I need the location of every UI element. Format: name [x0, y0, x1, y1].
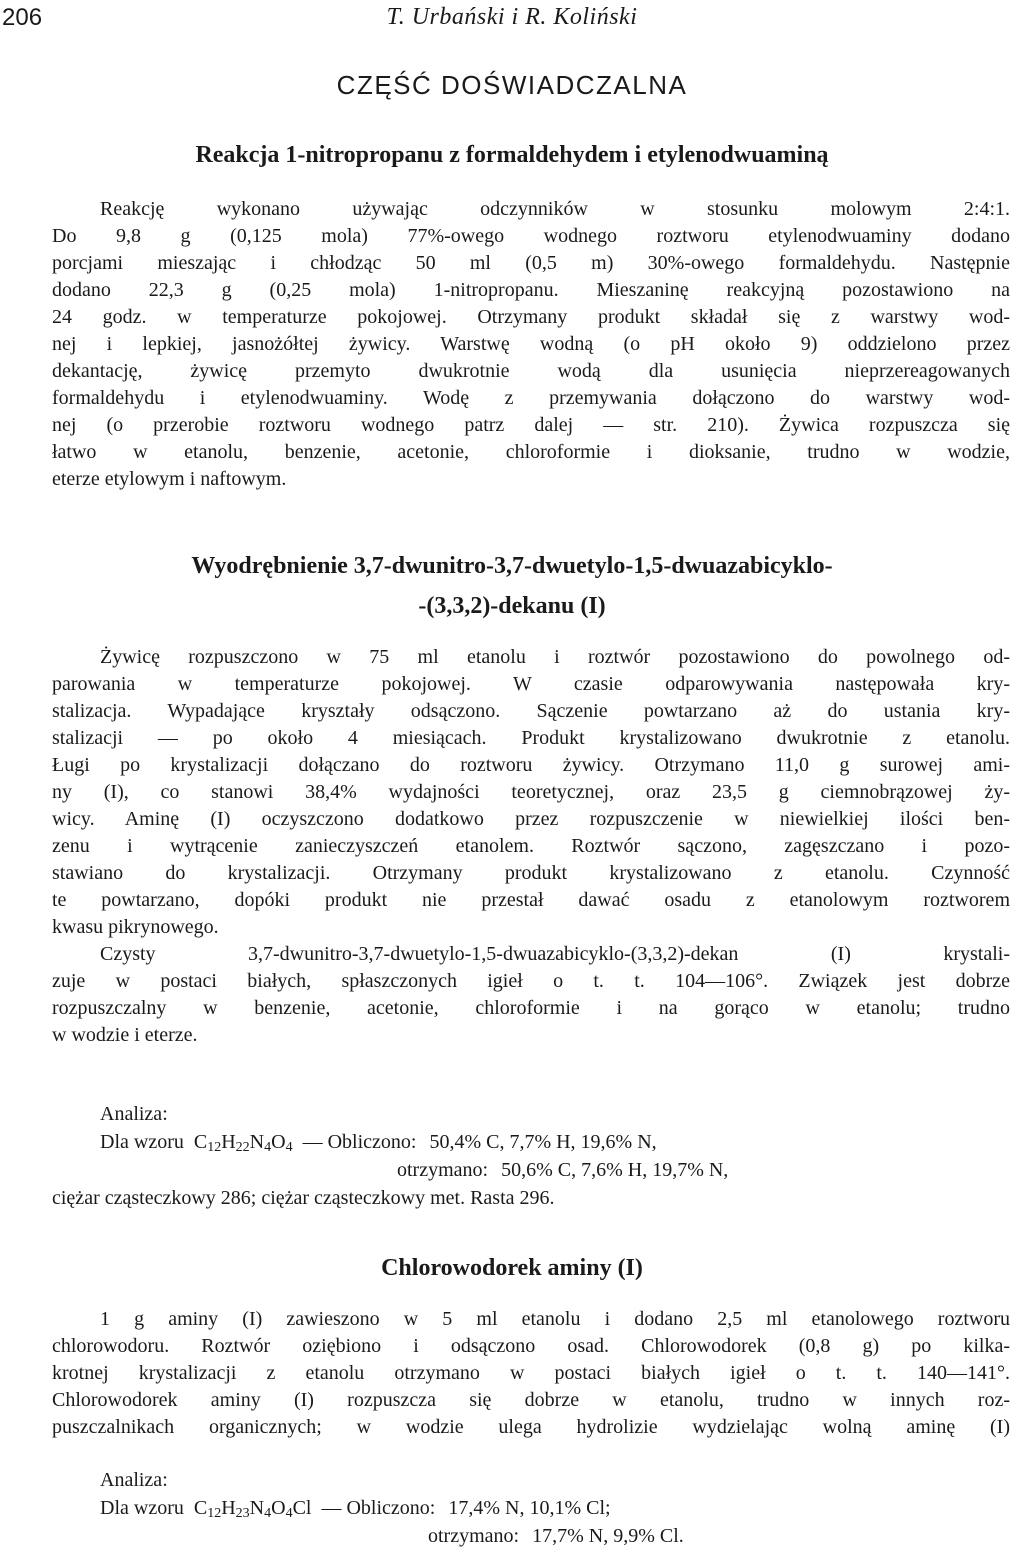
- text-line: zuje w postaci białych, spłaszczonych igieł o t. t. 104—106°. Związek jest dobrze: [52, 970, 1010, 992]
- text-line: w wodzie i eterze.: [52, 1024, 198, 1046]
- text-line: zenu i wytrącenie zanieczyszczeń etanolem. Roztwór sączono, zagęszczano i pozo-: [52, 835, 1010, 857]
- molecular-formula: $C_{12}H_{23}N_4O_4Cl$: [188, 1497, 317, 1521]
- text-line: 1 g aminy (I) zawieszono w 5 ml etanolu i dodano 2,5 ml etanolowego roztworu: [100, 1308, 1010, 1330]
- text-line: dekantację, żywicę przemyto dwukrotnie wodą dla usunięcia nieprzereagowanych: [52, 360, 1010, 382]
- running-head: [0, 4, 1024, 36]
- text-line: formaldehydu i etylenodwuaminy. Wodę z przemywania dołączono do warstwy wod-: [52, 387, 1010, 409]
- molecular-formula: $C_{12}H_{22}N_4O_4$: [188, 1131, 293, 1155]
- text-line: łatwo w etanolu, benzenie, acetonie, chloroformie i dioksanie, trudno w wodzie,: [52, 441, 1010, 463]
- subsection-title-isolation-line2: -(3,3,2)-dekanu (I): [418, 593, 606, 619]
- calculated-label: — Obliczono:: [321, 1497, 436, 1519]
- calculated-values: 50,4% C, 7,7% H, 19,6% N,: [429, 1131, 657, 1153]
- found-values: 50,6% C, 7,6% H, 19,7% N,: [501, 1159, 729, 1181]
- found-label: otrzymano:: [397, 1159, 489, 1181]
- text-line: Reakcję wykonano używając odczynników w stosunku molowym 2:4:1.: [100, 198, 1010, 220]
- analysis-label: Analiza:: [100, 1103, 168, 1125]
- found-label: otrzymano:: [428, 1525, 520, 1547]
- subsection-title-reaction: Reakcja 1-nitropropanu z formaldehydem i etylenodwuaminą: [195, 142, 829, 168]
- text-line: eterze etylowym i naftowym.: [52, 468, 287, 490]
- text-line: stawiano do krystalizacji. Otrzymany produkt krystalizowano z etanolu. Czynność: [52, 862, 1010, 884]
- molecular-weight-line: ciężar cząsteczkowy 286; ciężar cząsteczkowy met. Rasta 296.: [52, 1187, 555, 1209]
- text-line: Czysty 3,7-dwunitro-3,7-dwuetylo-1,5-dwuazabicyklo-(3,3,2)-dekan (I) krystali-: [100, 943, 1010, 965]
- paragraph-reaction: [52, 196, 1010, 493]
- text-line: ny (I), co stanowi 38,4% wydajności teoretycznej, oraz 23,5 g ciemnobrązowej ży-: [52, 781, 1010, 803]
- text-line: nej i lepkiej, jasnożółtej żywicy. Warstwę wodną (o pH około 9) oddzielono przez: [52, 333, 1010, 355]
- found-values: 17,7% N, 9,9% Cl.: [532, 1525, 684, 1547]
- text-line: stalizacji — po około 4 miesiącach. Produkt krystalizowano dwukrotnie z etanolu.: [52, 727, 1010, 749]
- text-line: Do 9,8 g (0,125 mola) 77%-owego wodnego roztworu etylenodwuaminy dodano: [52, 225, 1010, 247]
- page-number: 206: [2, 4, 43, 31]
- calculated-values: 17,4% N, 10,1% Cl;: [448, 1497, 611, 1519]
- text-line: krotnej krystalizacji z etanolu otrzymano w postaci białych igieł o t. t. 140—141°.: [52, 1362, 1010, 1384]
- text-line: wicy. Aminę (I) oczyszczono dodatkowo przez rozpuszczenie w niewielkiej ilości ben-: [52, 808, 1010, 830]
- paragraph-hydrochloride: [52, 1306, 1010, 1441]
- text-line: puszczalnikach organicznych; w wodzie ulega hydrolizie wydzielając wolną aminę (I): [52, 1416, 1010, 1438]
- subsection-title-isolation-line1: Wyodrębnienie 3,7-dwunitro-3,7-dwuetylo-1,5-dwuazabicyklo-: [191, 553, 833, 579]
- analysis-calculated-line: [52, 1495, 1010, 1523]
- paragraph-isolation: [52, 644, 1010, 1049]
- text-line: dodano 22,3 g (0,25 mola) 1-nitropropanu. Mieszaninę reakcyjną pozostawiono na: [52, 279, 1010, 301]
- subsection-title-hydrochloride: Chlorowodorek aminy (I): [381, 1255, 643, 1281]
- text-line: Ługi po krystalizacji dołączano do roztworu żywicy. Otrzymano 11,0 g surowej ami-: [52, 754, 1010, 776]
- analysis-block-amine: [52, 1101, 1010, 1213]
- analysis-block-hydrochloride: [52, 1467, 1010, 1551]
- text-line: porcjami mieszając i chłodząc 50 ml (0,5 m) 30%-owego formaldehydu. Następnie: [52, 252, 1010, 274]
- calculated-label: — Obliczono:: [302, 1131, 417, 1153]
- text-line: 24 godz. w temperaturze pokojowej. Otrzymany produkt składał się z warstwy wod-: [52, 306, 1010, 328]
- text-line: rozpuszczalny w benzenie, acetonie, chloroformie i na gorąco w etanolu; trudno: [52, 997, 1010, 1019]
- text-line: Żywicę rozpuszczono w 75 ml etanolu i roztwór pozostawiono do powolnego od-: [100, 646, 1010, 668]
- formula-prefix: Dla wzoru: [100, 1131, 184, 1153]
- text-line: parowania w temperaturze pokojowej. W czasie odparowywania następowała kry-: [52, 673, 1010, 695]
- text-line: nej (o przerobie roztworu wodnego patrz dalej — str. 210). Żywica rozpuszcza się: [52, 414, 1010, 436]
- analysis-calculated-line: [52, 1129, 1010, 1157]
- text-line: kwasu pikrynowego.: [52, 916, 219, 938]
- text-line: stalizacja. Wypadające kryształy odsączono. Sączenie powtarzano aż do ustania kry-: [52, 700, 1010, 722]
- text-line: te powtarzano, dopóki produkt nie przestał dawać osadu z etanolowym roztworem: [52, 889, 1010, 911]
- running-head-authors: T. Urbański i R. Koliński: [386, 4, 638, 30]
- analysis-found-line: [52, 1157, 1010, 1185]
- formula-prefix: Dla wzoru: [100, 1497, 184, 1519]
- analysis-found-line: [52, 1523, 1010, 1551]
- text-line: Chlorowodorek aminy (I) rozpuszcza się dobrze w etanolu, trudno w innych roz-: [52, 1389, 1010, 1411]
- section-heading: CZĘŚĆ DOŚWIADCZALNA: [336, 70, 688, 100]
- analysis-label: Analiza:: [100, 1469, 168, 1491]
- text-line: chlorowodoru. Roztwór oziębiono i odsączono osad. Chlorowodorek (0,8 g) po kilka-: [52, 1335, 1010, 1357]
